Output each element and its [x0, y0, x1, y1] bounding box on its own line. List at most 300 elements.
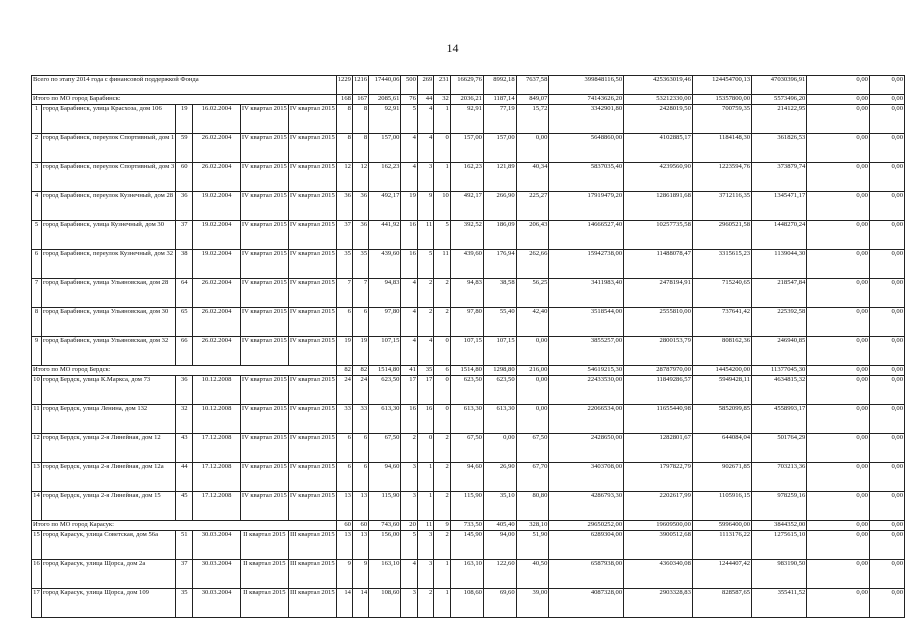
value-cell: 74143626,20 [549, 95, 624, 105]
value-cell: 218547,84 [752, 279, 807, 308]
value-cell: 0,00 [807, 279, 870, 308]
document-date: 19.02.2004 [193, 250, 241, 279]
document-number: 37 [176, 221, 193, 250]
document-number: 44 [176, 463, 193, 492]
value-cell: 92,91 [450, 105, 483, 134]
value-cell: 0 [434, 405, 450, 434]
row-number: 1 [32, 105, 42, 134]
value-cell: 2 [417, 279, 433, 308]
table-row [32, 250, 905, 279]
address-cell: город Бердск, улица К.Маркса, дом 73 [41, 376, 175, 405]
value-cell: 9 [352, 560, 368, 589]
value-cell: 0,00 [869, 250, 904, 279]
value-cell: 6 [434, 366, 450, 376]
value-cell: 186,09 [483, 221, 516, 250]
value-cell: 115,90 [369, 492, 401, 521]
value-cell: 4 [401, 308, 417, 337]
value-cell: 0,00 [869, 492, 904, 521]
value-cell: 0,00 [869, 589, 904, 618]
row-number: 7 [32, 279, 42, 308]
value-cell: 0,00 [807, 337, 870, 366]
value-cell: 162,23 [369, 163, 401, 192]
planned-quarter: IV квартал 2015 [240, 337, 288, 366]
completion-quarter: IV квартал 2015 [288, 134, 336, 163]
value-cell: 3 [401, 492, 417, 521]
value-cell: 623,50 [483, 376, 516, 405]
value-cell: 107,15 [369, 337, 401, 366]
value-cell: 20 [401, 521, 417, 531]
value-cell: 266,90 [483, 192, 516, 221]
value-cell: 492,17 [450, 192, 483, 221]
planned-quarter: IV квартал 2015 [240, 192, 288, 221]
value-cell: 225392,58 [752, 308, 807, 337]
value-cell: 16 [401, 250, 417, 279]
value-cell: 5 [401, 531, 417, 560]
row-number: 15 [32, 531, 42, 560]
value-cell: 983190,50 [752, 560, 807, 589]
value-cell: 14454200,00 [692, 366, 751, 376]
value-cell: 0,00 [807, 405, 870, 434]
completion-quarter: III квартал 2015 [288, 531, 336, 560]
value-cell: 14 [336, 589, 352, 618]
document-date: 26.02.2004 [193, 134, 241, 163]
value-cell: 849,07 [516, 95, 549, 105]
value-cell: 216,00 [516, 366, 549, 376]
value-cell: 40,34 [516, 163, 549, 192]
value-cell: 0,00 [869, 76, 904, 95]
value-cell: 0,00 [869, 434, 904, 463]
planned-quarter: II квартал 2015 [240, 560, 288, 589]
value-cell: 11 [417, 521, 433, 531]
row-number: 17 [32, 589, 42, 618]
value-cell: 3 [417, 531, 433, 560]
value-cell: 33 [352, 405, 368, 434]
value-cell: 33 [336, 405, 352, 434]
value-cell: 16629,76 [450, 76, 483, 95]
value-cell: 2036,21 [450, 95, 483, 105]
value-cell: 47030396,91 [752, 76, 807, 95]
value-cell: 115,90 [450, 492, 483, 521]
value-cell: 13 [352, 531, 368, 560]
value-cell: 5 [417, 250, 433, 279]
table-row [32, 492, 905, 521]
completion-quarter: IV квартал 2015 [288, 492, 336, 521]
value-cell: 13 [336, 531, 352, 560]
value-cell: 163,10 [450, 560, 483, 589]
table-body [32, 76, 905, 618]
planned-quarter: IV квартал 2015 [240, 308, 288, 337]
planned-quarter: IV квартал 2015 [240, 434, 288, 463]
address-cell: город Карасук, улица Щорса, дом 109 [41, 589, 175, 618]
value-cell: 7 [336, 279, 352, 308]
value-cell: 22066534,00 [549, 405, 624, 434]
value-cell: 145,90 [450, 531, 483, 560]
value-cell: 0,00 [869, 134, 904, 163]
value-cell: 19 [352, 337, 368, 366]
value-cell: 97,80 [369, 308, 401, 337]
value-cell: 94,60 [369, 463, 401, 492]
value-cell: 38,58 [483, 279, 516, 308]
value-cell: 32 [434, 95, 450, 105]
row-number: 9 [32, 337, 42, 366]
value-cell: 36 [352, 192, 368, 221]
value-cell: 0,00 [807, 434, 870, 463]
value-cell: 0,00 [869, 279, 904, 308]
row-number: 5 [32, 221, 42, 250]
value-cell: 4 [417, 105, 433, 134]
value-cell: 2 [417, 589, 433, 618]
value-cell: 3411983,40 [549, 279, 624, 308]
completion-quarter: IV квартал 2015 [288, 376, 336, 405]
value-cell: 5 [401, 105, 417, 134]
value-cell: 6 [352, 463, 368, 492]
address-cell: город Карасук, улица Щорса, дом 2а [41, 560, 175, 589]
value-cell: 5852099,85 [692, 405, 751, 434]
value-cell: 12 [352, 163, 368, 192]
value-cell: 2 [434, 434, 450, 463]
value-cell: 6587938,00 [549, 560, 624, 589]
value-cell: 108,60 [369, 589, 401, 618]
value-cell: 4102885,17 [624, 134, 693, 163]
total-row [32, 521, 905, 531]
table-row [32, 163, 905, 192]
value-cell: 500 [401, 76, 417, 95]
value-cell: 4 [401, 560, 417, 589]
value-cell: 0,00 [869, 405, 904, 434]
value-cell: 2 [434, 279, 450, 308]
table-row [32, 279, 905, 308]
value-cell: 3 [417, 163, 433, 192]
planned-quarter: IV квартал 2015 [240, 250, 288, 279]
document-number: 66 [176, 337, 193, 366]
planned-quarter: IV квартал 2015 [240, 134, 288, 163]
value-cell: 13 [336, 492, 352, 521]
document-date: 17.12.2008 [193, 463, 241, 492]
value-cell: 6 [352, 434, 368, 463]
total-row [32, 366, 905, 376]
value-cell: 623,50 [369, 376, 401, 405]
value-cell: 828587,65 [692, 589, 751, 618]
value-cell: 35 [336, 250, 352, 279]
value-cell: 0 [434, 337, 450, 366]
row-number: 12 [32, 434, 42, 463]
value-cell: 92,91 [369, 105, 401, 134]
planned-quarter: II квартал 2015 [240, 589, 288, 618]
value-cell: 16 [417, 405, 433, 434]
value-cell: 0,00 [869, 531, 904, 560]
value-cell: 8 [352, 134, 368, 163]
value-cell: 225,27 [516, 192, 549, 221]
value-cell: 36 [336, 192, 352, 221]
document-date: 17.12.2008 [193, 434, 241, 463]
value-cell: 1113176,22 [692, 531, 751, 560]
value-cell: 4 [401, 163, 417, 192]
value-cell: 373879,74 [752, 163, 807, 192]
value-cell: 17 [401, 376, 417, 405]
value-cell: 6 [352, 308, 368, 337]
value-cell: 1184148,30 [692, 134, 751, 163]
value-cell: 405,40 [483, 521, 516, 531]
document-date: 26.02.2004 [193, 308, 241, 337]
address-cell: город Барабинск, улица Ульяновская, дом 32 [41, 337, 175, 366]
address-cell: город Барабинск, переулок Спортивный, дом 1 [41, 134, 175, 163]
value-cell: 1448270,24 [752, 221, 807, 250]
address-cell: город Бердск, улица 2-я Линейная, дом 12а [41, 463, 175, 492]
value-cell: 35,10 [483, 492, 516, 521]
address-cell: город Барабинск, улица Красхоза, дом 106 [41, 105, 175, 134]
value-cell: 0 [434, 376, 450, 405]
value-cell: 76 [401, 95, 417, 105]
value-cell: 12 [336, 163, 352, 192]
value-cell: 1139044,30 [752, 250, 807, 279]
value-cell: 67,50 [450, 434, 483, 463]
value-cell: 3 [401, 589, 417, 618]
value-cell: 24 [336, 376, 352, 405]
completion-quarter: IV квартал 2015 [288, 308, 336, 337]
address-cell: город Барабинск, улица Ульяновская, дом 28 [41, 279, 175, 308]
table-row [32, 221, 905, 250]
value-cell: 3403708,00 [549, 463, 624, 492]
row-number: 10 [32, 376, 42, 405]
value-cell: 0,00 [807, 250, 870, 279]
value-cell: 1187,14 [483, 95, 516, 105]
value-cell: 439,60 [450, 250, 483, 279]
value-cell: 94,60 [450, 463, 483, 492]
value-cell: 0,00 [807, 95, 870, 105]
value-cell: 1275615,10 [752, 531, 807, 560]
table-row [32, 308, 905, 337]
value-cell: 163,10 [369, 560, 401, 589]
value-cell: 1 [434, 560, 450, 589]
value-cell: 1514,80 [450, 366, 483, 376]
value-cell: 6 [336, 308, 352, 337]
value-cell: 15,72 [516, 105, 549, 134]
value-cell: 0,00 [483, 434, 516, 463]
document-number: 32 [176, 405, 193, 434]
value-cell: 8992,18 [483, 76, 516, 95]
value-cell: 108,60 [450, 589, 483, 618]
value-cell: 15357800,00 [692, 95, 751, 105]
value-cell: 0,00 [869, 105, 904, 134]
document-date: 17.12.2008 [193, 492, 241, 521]
value-cell: 4558993,17 [752, 405, 807, 434]
value-cell: 355411,52 [752, 589, 807, 618]
value-cell: 162,23 [450, 163, 483, 192]
document-number: 60 [176, 163, 193, 192]
value-cell: 492,17 [369, 192, 401, 221]
value-cell: 157,00 [450, 134, 483, 163]
value-cell: 10 [434, 192, 450, 221]
value-cell: 16 [401, 221, 417, 250]
value-cell: 80,80 [516, 492, 549, 521]
value-cell: 3855257,00 [549, 337, 624, 366]
value-cell: 77,19 [483, 105, 516, 134]
value-cell: 3342901,80 [549, 105, 624, 134]
value-cell: 613,30 [369, 405, 401, 434]
value-cell: 5 [434, 221, 450, 250]
value-cell: 16 [401, 405, 417, 434]
planned-quarter: IV квартал 2015 [240, 405, 288, 434]
value-cell: 2478194,91 [624, 279, 693, 308]
address-cell: город Бердск, улица 2-я Линейная, дом 15 [41, 492, 175, 521]
table-row [32, 560, 905, 589]
address-cell: город Бердск, улица Ленина, дом 132 [41, 405, 175, 434]
value-cell: 0,00 [869, 366, 904, 376]
value-cell: 35 [417, 366, 433, 376]
value-cell: 902671,85 [692, 463, 751, 492]
value-cell: 2960521,58 [692, 221, 751, 250]
table-row [32, 337, 905, 366]
value-cell: 703213,36 [752, 463, 807, 492]
value-cell: 157,00 [369, 134, 401, 163]
value-cell: 60 [352, 521, 368, 531]
value-cell: 5837035,40 [549, 163, 624, 192]
value-cell: 978259,16 [752, 492, 807, 521]
value-cell: 13 [352, 492, 368, 521]
value-cell: 6 [336, 463, 352, 492]
planned-quarter: IV квартал 2015 [240, 376, 288, 405]
value-cell: 0,00 [869, 376, 904, 405]
value-cell: 156,00 [369, 531, 401, 560]
document-date: 10.12.2008 [193, 376, 241, 405]
value-cell: 0,00 [807, 366, 870, 376]
row-number: 6 [32, 250, 42, 279]
document-number: 64 [176, 279, 193, 308]
value-cell: 11377045,30 [752, 366, 807, 376]
value-cell: 3712116,35 [692, 192, 751, 221]
value-cell: 6289304,00 [549, 531, 624, 560]
value-cell: 19 [336, 337, 352, 366]
document-date: 26.02.2004 [193, 279, 241, 308]
planned-quarter: IV квартал 2015 [240, 463, 288, 492]
value-cell: 22433530,00 [549, 376, 624, 405]
value-cell: 4634815,32 [752, 376, 807, 405]
document-date: 26.02.2004 [193, 163, 241, 192]
document-date: 30.03.2004 [193, 560, 241, 589]
value-cell: 733,50 [450, 521, 483, 531]
value-cell: 0,00 [516, 405, 549, 434]
document-date: 19.02.2004 [193, 192, 241, 221]
value-cell: 11488078,47 [624, 250, 693, 279]
value-cell: 5648860,00 [549, 134, 624, 163]
row-number: 14 [32, 492, 42, 521]
value-cell: 0,00 [807, 376, 870, 405]
value-cell: 2 [401, 434, 417, 463]
address-cell: город Барабинск, улица Ульяновская, дом 30 [41, 308, 175, 337]
value-cell: 4 [401, 134, 417, 163]
completion-quarter: III квартал 2015 [288, 589, 336, 618]
value-cell: 743,60 [369, 521, 401, 531]
row-number: 16 [32, 560, 42, 589]
value-cell: 9 [434, 521, 450, 531]
value-cell: 11849286,57 [624, 376, 693, 405]
value-cell: 67,50 [516, 434, 549, 463]
address-cell: город Барабинск, переулок Спортивный, дом 3 [41, 163, 175, 192]
value-cell: 425363019,46 [624, 76, 693, 95]
document-number: 37 [176, 560, 193, 589]
value-cell: 14666527,40 [549, 221, 624, 250]
value-cell: 2428019,50 [624, 105, 693, 134]
table-row [32, 405, 905, 434]
value-cell: 0,00 [807, 492, 870, 521]
value-cell: 613,30 [450, 405, 483, 434]
value-cell: 44 [417, 95, 433, 105]
value-cell: 0,00 [869, 192, 904, 221]
value-cell: 94,83 [369, 279, 401, 308]
value-cell: 0,00 [869, 560, 904, 589]
address-cell: город Карасук, улица Советская, дом 56а [41, 531, 175, 560]
value-cell: 0,00 [807, 308, 870, 337]
value-cell: 0,00 [807, 589, 870, 618]
value-cell: 157,00 [483, 134, 516, 163]
value-cell: 2800153,79 [624, 337, 693, 366]
document-number: 59 [176, 134, 193, 163]
row-number: 4 [32, 192, 42, 221]
value-cell: 399848116,50 [549, 76, 624, 95]
value-cell: 7637,58 [516, 76, 549, 95]
value-cell: 1797822,79 [624, 463, 693, 492]
value-cell: 37 [336, 221, 352, 250]
document-number: 43 [176, 434, 193, 463]
value-cell: 2202617,99 [624, 492, 693, 521]
completion-quarter: IV квартал 2015 [288, 192, 336, 221]
total-label: Итого по МО город Бердск: [32, 366, 337, 376]
value-cell: 0,00 [869, 463, 904, 492]
value-cell: 94,00 [483, 531, 516, 560]
value-cell: 0,00 [869, 221, 904, 250]
value-cell: 2 [434, 463, 450, 492]
value-cell: 0,00 [869, 521, 904, 531]
value-cell: 246940,85 [752, 337, 807, 366]
value-cell: 2085,61 [369, 95, 401, 105]
value-cell: 4 [401, 337, 417, 366]
value-cell: 715240,65 [692, 279, 751, 308]
value-cell: 1105916,15 [692, 492, 751, 521]
document-date: 19.02.2004 [193, 221, 241, 250]
value-cell: 94,83 [450, 279, 483, 308]
table-row [32, 463, 905, 492]
document-number: 36 [176, 192, 193, 221]
value-cell: 54619215,30 [549, 366, 624, 376]
value-cell: 501764,29 [752, 434, 807, 463]
row-number: 2 [32, 134, 42, 163]
value-cell: 6 [336, 434, 352, 463]
value-cell: 107,15 [450, 337, 483, 366]
document-date: 30.03.2004 [193, 589, 241, 618]
value-cell: 0,00 [869, 163, 904, 192]
value-cell: 53212330,00 [624, 95, 693, 105]
value-cell: 36 [352, 221, 368, 250]
document-date: 16.02.2004 [193, 105, 241, 134]
value-cell: 17440,06 [369, 76, 401, 95]
value-cell: 737641,42 [692, 308, 751, 337]
value-cell: 4360340,08 [624, 560, 693, 589]
value-cell: 262,66 [516, 250, 549, 279]
value-cell: 3844352,00 [752, 521, 807, 531]
completion-quarter: IV квартал 2015 [288, 279, 336, 308]
value-cell: 4239560,90 [624, 163, 693, 192]
value-cell: 11 [417, 221, 433, 250]
table-row [32, 192, 905, 221]
document-date: 30.03.2004 [193, 531, 241, 560]
table-row [32, 589, 905, 618]
value-cell: 15942738,00 [549, 250, 624, 279]
value-cell: 17 [417, 376, 433, 405]
total-row [32, 95, 905, 105]
value-cell: 1345471,17 [752, 192, 807, 221]
completion-quarter: IV квартал 2015 [288, 105, 336, 134]
value-cell: 107,15 [483, 337, 516, 366]
